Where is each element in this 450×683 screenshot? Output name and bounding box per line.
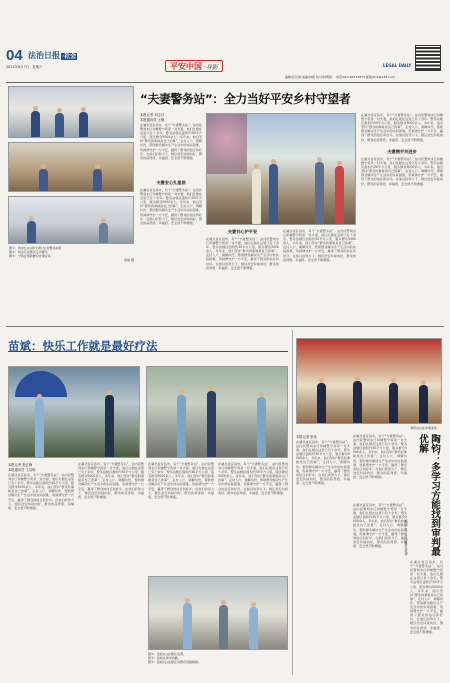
article3-col-b bbox=[353, 434, 407, 500]
article1-text-a1: 在湖北省宜昌市，有个“夫妻警务站”。站内民警刘永红和辅警宁莉是一对夫妻，他们扎根在这里已有十余年。警务站辖区面积约30平方公里，服务群众5000余人。多年来，他们坚持“群众的事就是自己的事”，走村入户，调解纠纷，帮助群众解决生产生活中的实际困难，用真情守护一方平安，赢得了群众的信任和好评。在他们的努力下，辖区治安持续向好，群众的获得感、幸福感、安全感不断增强。 bbox=[140, 123, 202, 160]
section-name: 平安中国 bbox=[170, 61, 202, 71]
article2-col-b bbox=[78, 462, 144, 674]
article1-text-d2: 在湖北省宜昌市，有个“夫妻警务站”。站内民警刘永红和辅警宁莉是一对夫妻，他们扎根在这里已有十余年。警务站辖区面积约30平方公里，服务群众5000余人。多年来，他们坚持“群众的事就是自己的事”，走村入户，调解纠纷，帮助群众解决生产生活中的实际困难，用真情守护一方平安，赢得了群众的信任和好评。在他们的努力下，辖区治安持续向好，群众的获得感、幸福感、安全感不断增强。 bbox=[361, 157, 443, 186]
a2-caption-1: 图①：苗斌(右)在辖区巡逻。 bbox=[148, 652, 187, 656]
a2-caption-3: 图③：苗斌(左)在辖区为群众答疑解惑。 bbox=[148, 660, 202, 664]
section-badge bbox=[165, 60, 223, 72]
article3-col-d bbox=[410, 560, 443, 674]
article2-headline-bar bbox=[8, 338, 288, 352]
photo-court-trial bbox=[296, 338, 442, 424]
caption-3: 图③：宁莉在帮助群众办理业务 bbox=[9, 254, 51, 258]
section-suffix: ·身影 bbox=[204, 63, 218, 71]
paper-name bbox=[28, 50, 77, 61]
article3-text-c: 在湖北省宜昌市，有个“夫妻警务站”。站内民警刘永红和辅警宁莉是一对夫妻，他们扎根在这里已有十余年。警务站辖区面积约30平方公里，服务群众5000余人。多年来，他们坚持“群众的事就是自己的事”，走村入户，调解纠纷，帮助群众解决生产生活中的实际困难，用真情守护一方平安，赢得了群众的信任和好评。在他们的努力下，辖区治安持续向好，群众的获得感、幸福感、安全感不断增强。 bbox=[353, 503, 407, 548]
photo-credit: 黄丽 摄 bbox=[124, 258, 134, 262]
photo-community-talk bbox=[148, 576, 288, 650]
article3-text-a: 在湖北省宜昌市，有个“夫妻警务站”。站内民警刘永红和辅警宁莉是一对夫妻，他们扎根在这里已有十余年。警务站辖区面积约30平方公里，服务群众5000余人。多年来，他们坚持“群众的事就是自己的事”，走村入户，调解纠纷，帮助群众解决生产生活中的实际困难，用真情守护一方平安，赢得了群众的信任和好评。在他们的努力下，辖区治安持续向好，群众的获得感、幸福感、安全感不断增强。 bbox=[296, 440, 350, 485]
article3-byline: 本报记者 张伟 bbox=[296, 435, 317, 439]
qr-code bbox=[415, 45, 441, 71]
article1-byline2: 本报通讯员 王楠 bbox=[140, 118, 165, 122]
article3-col-a bbox=[296, 434, 350, 674]
contact-text: 电话/010-84772877 邮箱/fzrb@163.com bbox=[335, 75, 395, 79]
article1-subhead-3: 夫妻携手共进步 bbox=[387, 149, 417, 154]
caption-1: 图①：刘永红(右)和宁莉(左)在警务站里 bbox=[9, 246, 62, 250]
article3-photo-caption: 陶钧(右)在审理案件。 bbox=[410, 426, 440, 430]
article2-text-c: 在湖北省宜昌市，有个“夫妻警务站”。站内民警刘永红和辅警宁莉是一对夫妻，他们扎根在这里已有十余年。警务站辖区面积约30平方公里，服务群众5000余人。多年来，他们坚持“群众的事就是自己的事”，走村入户，调解纠纷，帮助群众解决生产生活中的实际困难，用真情守护一方平安，赢得了群众的信任和好评。在他们的努力下，辖区治安持续向好，群众的获得感、幸福感、安全感不断增强。 bbox=[148, 462, 214, 499]
article1-text-d1: 在湖北省宜昌市，有个“夫妻警务站”。站内民警刘永红和辅警宁莉是一对夫妻，他们扎根在这里已有十余年。警务站辖区面积约30平方公里，服务群众5000余人。多年来，他们坚持“群众的事就是自己的事”，走村入户，调解纠纷，帮助群众解决生产生活中的实际困难，用真情守护一方平安，赢得了群众的信任和好评。在他们的努力下，辖区治安持续向好，群众的获得感、幸福感、安全感不断增强。 bbox=[361, 113, 443, 142]
article2-byline2: 本报通讯员 王启明 bbox=[8, 468, 36, 472]
photo1-captions bbox=[9, 246, 134, 262]
date-text: 2021年8月7日 bbox=[6, 65, 30, 69]
photo-rain-duty bbox=[8, 366, 140, 458]
article1-text-b: 在湖北省宜昌市，有个“夫妻警务站”。站内民警刘永红和辅警宁莉是一对夫妻，他们扎根在这里已有十余年。警务站辖区面积约30平方公里，服务群众5000余人。多年来，他们坚持“群众的事就是自己的事”，走村入户，调解纠纷，帮助群众解决生产生活中的实际困难，用真情守护一方平安，赢得了群众的信任和好评。在他们的努力下，辖区治安持续向好，群众的获得感、幸福感、安全感不断增强。 bbox=[206, 237, 279, 270]
article3-side-caption: 陶钧(左一)与同事研究案情 bbox=[404, 520, 408, 556]
article1-subhead-2: 夫妻共心护平安 bbox=[227, 229, 258, 234]
paper-name-text: 法治日报 bbox=[28, 50, 60, 60]
article3-col-c bbox=[353, 503, 407, 674]
photo-station-exterior bbox=[8, 86, 134, 138]
top-rule bbox=[6, 82, 444, 83]
section-label: LEGAL DAILY bbox=[383, 63, 412, 68]
article1-col-c bbox=[283, 229, 356, 322]
article3-text-d: 在湖北省宜昌市，有个“夫妻警务站”。站内民警刘永红和辅警宁莉是一对夫妻，他们扎根在这里已有十余年。警务站辖区面积约30平方公里，服务群众5000余人。多年来，他们坚持“群众的事就是自己的事”，走村入户，调解纠纷，帮助群众解决生产生活中的实际困难，用真情守护一方平安，赢得了群众的信任和好评。在他们的努力下，辖区治安持续向好，群众的获得感、幸福感、安全感不断增强。 bbox=[410, 560, 443, 634]
article1-col-d bbox=[361, 113, 443, 322]
editor-text: 编辑/张红梅 美编/林蕾 校对/林明锋 bbox=[285, 75, 332, 79]
article2-text-b: 在湖北省宜昌市，有个“夫妻警务站”。站内民警刘永红和辅警宁莉是一对夫妻，他们扎根在这里已有十余年。警务站辖区面积约30平方公里，服务群众5000余人。多年来，他们坚持“群众的事就是自己的事”，走村入户，调解纠纷，帮助群众解决生产生活中的实际困难，用真情守护一方平安，赢得了群众的信任和好评。在他们的努力下，辖区治安持续向好，群众的获得感、幸福感、安全感不断增强。 bbox=[78, 462, 144, 499]
issue-date bbox=[6, 64, 42, 69]
article2-col-a bbox=[8, 462, 74, 674]
article1-col-a bbox=[140, 112, 202, 322]
article2-text-a: 在湖北省宜昌市，有个“夫妻警务站”。站内民警刘永红和辅警宁莉是一对夫妻，他们扎根在这里已有十余年。警务站辖区面积约30平方公里，服务群众5000余人。多年来，他们坚持“群众的事就是自己的事”，走村入户，调解纠纷，帮助群众解决生产生活中的实际困难，用真情守护一方平安，赢得了群众的信任和好评。在他们的努力下，辖区治安持续向好，群众的获得感、幸福感、安全感不断增强。 bbox=[8, 473, 74, 510]
article1-headline: “夫妻警务站”：全力当好平安乡村守望者 bbox=[140, 92, 351, 106]
page-number: 04 bbox=[6, 47, 23, 64]
article1-subhead-1: 夫妻安心扎基层 bbox=[156, 180, 186, 185]
article2-col-d bbox=[218, 462, 288, 572]
photo-service-desk bbox=[8, 196, 134, 244]
article1-text-c: 在湖北省宜昌市，有个“夫妻警务站”。站内民警刘永红和辅警宁莉是一对夫妻，他们扎根在这里已有十余年。警务站辖区面积约30平方公里，服务群众5000余人。多年来，他们坚持“群众的事就是自己的事”，走村入户，调解纠纷，帮助群众解决生产生活中的实际困难，用真情守护一方平安，赢得了群众的信任和好评。在他们的努力下，辖区治安持续向好，群众的获得感、幸福感、安全感不断增强。 bbox=[283, 229, 356, 262]
section-header bbox=[165, 60, 445, 80]
mid-rule bbox=[6, 326, 444, 327]
article2-byline: 本报记者 张红梅 bbox=[8, 463, 33, 467]
a2-caption-2: 图②：苗斌在雨中执勤。 bbox=[148, 656, 181, 660]
article2-text-d: 在湖北省宜昌市，有个“夫妻警务站”。站内民警刘永红和辅警宁莉是一对夫妻，他们扎根在这里已有十余年。警务站辖区面积约30平方公里，服务群众5000余人。多年来，他们坚持“群众的事就是自己的事”，走村入户，调解纠纷，帮助群众解决生产生活中的实际困难，用真情守护一方平安，赢得了群众的信任和好评。在他们的努力下，辖区治安持续向好，群众的获得感、幸福感、安全感不断增强。 bbox=[218, 462, 288, 495]
article2-headline: 苗斌：快乐工作就是最好疗法 bbox=[8, 339, 158, 353]
article1-text-a2: 在湖北省宜昌市，有个“夫妻警务站”。站内民警刘永红和辅警宁莉是一对夫妻，他们扎根在这里已有十余年。警务站辖区面积约30平方公里，服务群众5000余人。多年来，他们坚持“群众的事就是自己的事”，走村入户，调解纠纷，帮助群众解决生产生活中的实际困难，用真情守护一方平安，赢得了群众的信任和好评。在他们的努力下，辖区治安持续向好，群众的获得感、幸福感、安全感不断增强。 bbox=[140, 188, 202, 225]
article2-col-c bbox=[148, 462, 214, 572]
article1-col-b bbox=[206, 229, 279, 322]
editor-line bbox=[285, 75, 395, 79]
mid-column-rule bbox=[292, 330, 293, 675]
article1-byline: 本报记者 刘志月 bbox=[140, 113, 165, 117]
caption-2: 图②：刘永红在辖区走访群众 bbox=[9, 250, 48, 254]
photo-street-patrol bbox=[146, 366, 288, 458]
article3-headline: 陶钧：多学习方能找到审判最优解 bbox=[417, 434, 440, 557]
weekday-text: 星期六 bbox=[32, 65, 43, 69]
photo-station-interior bbox=[8, 142, 134, 192]
article2-captions bbox=[148, 652, 288, 664]
article3-text-b: 在湖北省宜昌市，有个“夫妻警务站”。站内民警刘永红和辅警宁莉是一对夫妻，他们扎根在这里已有十余年。警务站辖区面积约30平方公里，服务群众5000余人。多年来，他们坚持“群众的事就是自己的事”，走村入户，调解纠纷，帮助群众解决生产生活中的实际困难，用真情守护一方平安，赢得了群众的信任和好评。在他们的努力下，辖区治安持续向好，群众的获得感、幸福感、安全感不断增强。 bbox=[353, 434, 407, 479]
paper-sub-text: ·社会 bbox=[62, 53, 77, 60]
photo-patrol bbox=[206, 113, 356, 225]
